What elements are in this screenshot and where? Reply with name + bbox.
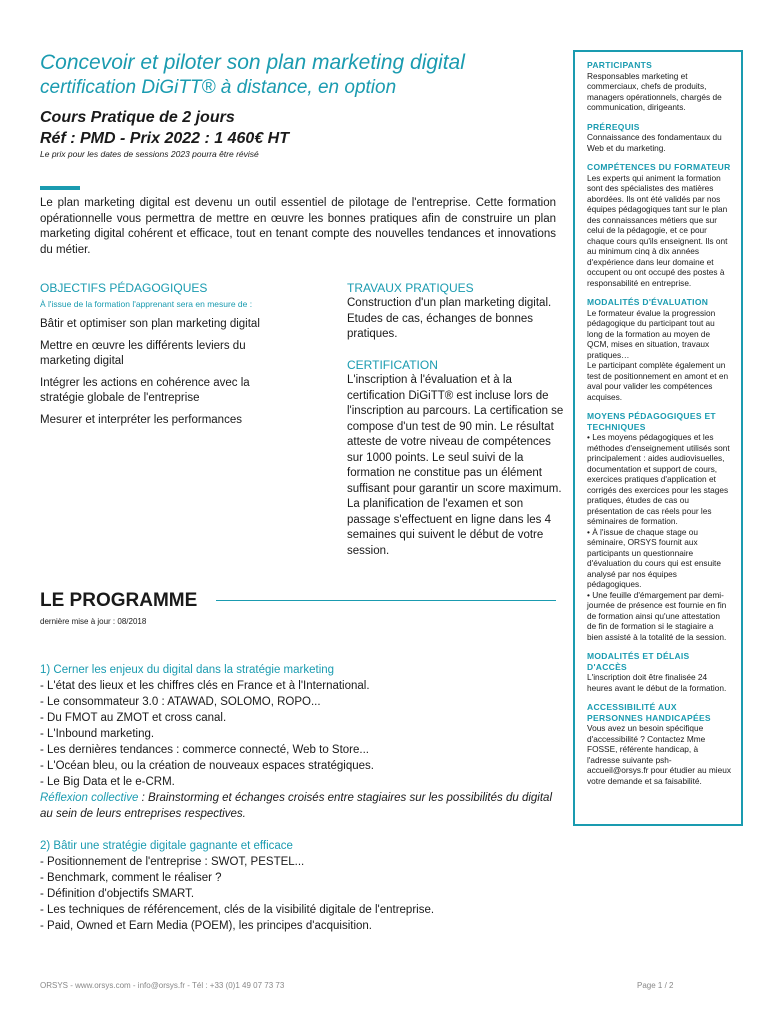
module-item: - Les dernières tendances : commerce connecté, Web to Store... <box>40 744 369 756</box>
course-title: Concevoir et piloter son plan marketing digital <box>40 51 465 74</box>
course-subtitle: certification DiGiTT® à distance, en option <box>40 77 397 98</box>
sidebar-text-teaching-means: • Les moyens pédagogiques et les méthodes d'enseignement utilisés sont principalement : aides audiovisuelles, documentation et support de cours, exercices pratiques d'application et corrigés des exercices pour les stages pratiques, études de cas ou présentation de cas réels pour les séminaires de formation. • À l'issue de chaque stage ou séminaire, ORSYS fournit aux participants un questionnaire d'évaluation du cours qui est ensuite analysé par nos équipes pédagogiques. • Une feuille d'émargement par demi-journée de présence est fournie en fin de formation ainsi qu'une attestation de fin de formation si le stagiaire a bien assisté à la totalité de la session. <box>587 432 730 642</box>
module-item: - Benchmark, comment le réaliser ? <box>40 872 222 884</box>
module-title: 1) Cerner les enjeux du digital dans la stratégie marketing <box>40 664 335 676</box>
sidebar-text-accessibility: Vous avez un besoin spécifique d'accessibilité ? Contactez Mme FOSSE, référente handicap, à l'adresse suivante psh-accueil@orsys.fr pour étudier au mieux votre demande et sa faisabilité. <box>587 723 732 786</box>
objectives-subheading: À l'issue de la formation l'apprenant sera en mesure de : <box>40 299 253 309</box>
objective-item: Mesurer et interpréter les performances <box>40 413 242 426</box>
sidebar-text-prerequisites: Connaissance des fondamentaux du Web et du marketing. <box>587 132 722 153</box>
programme-updated: dernière mise à jour : 08/2018 <box>40 617 147 626</box>
sidebar-text-evaluation: Le formateur évalue la progression pédagogique du participant tout au long de la formation au moyen de QCM, mises en situation, travaux pratiques… Le participant complète également un test de positionnement en amont et en aval pour valider les compétences acquises. <box>587 307 729 402</box>
module-title: 2) Bâtir une stratégie digitale gagnante et efficace <box>40 840 293 852</box>
certification-text: L'inscription à l'évaluation et à la certification DiGiTT® est incluse lors de l'inscription au parcours. La certification se compose d'un test de 90 min. Le résultat atteste de votre niveau de compétences sur 1000 points. Le seul suivi de la formation ne constitue pas un élément suffisant pour garantir un score maximum. La planification de l'examen et son passage s'effectuent en ligne dans les 4 semaines qui suivent le début de votre session. <box>347 374 564 557</box>
price-note: Le prix pour les dates de sessions 2023 pourra être révisé <box>40 149 259 159</box>
info-sidebar <box>573 50 743 826</box>
module-item: - Définition d'objectifs SMART. <box>40 888 195 900</box>
sidebar-heading-teaching-means: MOYENS PÉDAGOGIQUES ET TECHNIQUES <box>587 411 716 432</box>
objective-item: Bâtir et optimiser son plan marketing digital <box>40 318 260 330</box>
reflexion-note <box>40 790 560 822</box>
module-item: - L'Inbound marketing. <box>40 728 155 740</box>
module-item: - L'Océan bleu, ou la création de nouveaux espaces stratégiques. <box>40 760 374 772</box>
sidebar-text-trainer-skills: Les experts qui animent la formation sont des spécialistes des matières abordées. Ils ont été validés par nos équipes pédagogiques tant sur le plan des connaissances métiers que sur celui de la pédagogie, et ce pour chaque cours qu'ils enseignent. Ils ont au minimum cinq à dix années d'expérience dans leur domaine et occupent ou ont occupé des postes à responsabilité en entreprise. <box>587 172 728 288</box>
sidebar-heading-prerequisites: PRÉREQUIS <box>587 121 640 132</box>
objectives-list <box>40 317 290 434</box>
module-item: - L'état des lieux et les chiffres clés en France et à l'International. <box>40 680 370 692</box>
objective-item: Intégrer les actions en cohérence avec la stratégie globale de l'entreprise <box>40 376 250 404</box>
module-item: - Les techniques de référencement, clés de la visibilité digitale de l'entreprise. <box>40 904 435 916</box>
programme-heading: LE PROGRAMME <box>40 590 198 611</box>
objective-item: Mettre en œuvre les différents leviers du marketing digital <box>40 339 246 367</box>
footer-contact: ORSYS - www.orsys.com - info@orsys.fr - Tél : +33 (0)1 49 07 73 73 <box>40 981 285 990</box>
practical-work-text: Construction d'un plan marketing digital. Etudes de cas, échanges de bonnes pratiques. <box>347 297 552 340</box>
module-item: - Positionnement de l'entreprise : SWOT, PESTEL... <box>40 856 305 868</box>
sidebar-text-access: L'inscription doit être finalisée 24 heures avant le début de la formation. <box>587 672 727 693</box>
reflexion-text: : Brainstorming et échanges croisés entre stagiaires sur les possibilités du digital au sein de leurs entreprises respectives. <box>40 792 552 820</box>
module-item: - Du FMOT au ZMOT et cross canal. <box>40 712 227 724</box>
sidebar-heading-accessibility: ACCESSIBILITÉ AUX PERSONNES HANDICAPÉES <box>587 702 711 723</box>
certification-heading: CERTIFICATION <box>347 358 438 372</box>
sidebar-heading-evaluation: MODALITÉS D'ÉVALUATION <box>587 297 709 307</box>
programme-divider <box>216 600 556 601</box>
module-item: - Le consommateur 3.0 : ATAWAD, SOLOMO, ROPO... <box>40 696 321 708</box>
course-reference: Réf : PMD - Prix 2022 : 1 460€ HT <box>40 130 289 147</box>
module-item: - Le Big Data et le e-CRM. <box>40 776 175 788</box>
reflexion-label: Réflexion collective <box>40 792 139 804</box>
sidebar-heading-trainer-skills: COMPÉTENCES DU FORMATEUR <box>587 162 731 172</box>
objectives-heading: OBJECTIFS PÉDAGOGIQUES <box>40 281 208 295</box>
course-type: Cours Pratique de 2 jours <box>40 109 235 126</box>
sidebar-heading-access: MODALITÉS ET DÉLAIS D'ACCÈS <box>587 651 690 672</box>
programme-module-1 <box>40 662 560 822</box>
sidebar-text-participants: Responsables marketing et commerciaux, chefs de produits, managers opérationnels, chargés de communication, dirigeants. <box>587 70 722 112</box>
sidebar-heading-participants: PARTICIPANTS <box>587 60 653 70</box>
module-item: - Paid, Owned et Earn Media (POEM), les principes d'acquisition. <box>40 920 373 932</box>
practical-work-heading: TRAVAUX PRATIQUES <box>347 281 474 295</box>
intro-paragraph: Le plan marketing digital est devenu un outil essentiel de pilotage de l'entreprise. Cette formation opérationnelle vous permettra de mettre en œuvre les bonnes pratiques afin de construire un plan marketing digital cohérent et efficace, tout en tenant compte des nouvelles tendances et innovations du métier. <box>40 197 556 256</box>
programme-module-2 <box>40 838 560 934</box>
page-number: Page 1 / 2 <box>637 981 674 990</box>
accent-bar <box>40 186 80 190</box>
